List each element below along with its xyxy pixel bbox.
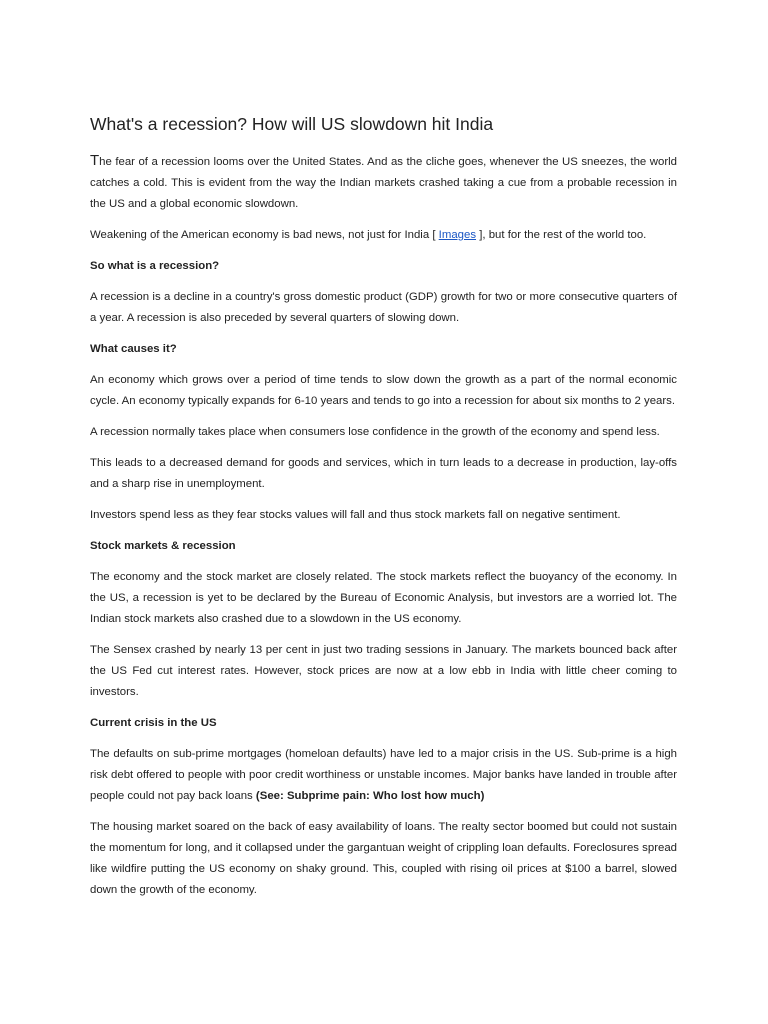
paragraph-causes-4: Investors spend less as they fear stocks values will fall and thus stock markets fall on negative sentiment.: [90, 509, 621, 521]
paragraph-crisis-1: [90, 744, 677, 807]
section-heading-causes: What causes it?: [90, 343, 177, 355]
intro-text: he fear of a recession looms over the United States. And as the cliche goes, whenever the US sneezes, the world catches a cold. This is evident from the way the Indian markets crashed taking a cue from a probable recession in the US and a global economic slowdown.: [90, 156, 677, 210]
paragraph-crisis-2: The housing market soared on the back of easy availability of loans. The realty sector boomed but could not sustain the momentum for long, and it collapsed under the gargantuan weight of crippling loan defaults. Foreclosures spread like wildfire putting the US economy on shaky ground. This, coupled with rising oil prices at $100 a barrel, slowed down the growth of the economy.: [90, 821, 677, 896]
weakening-paragraph: [90, 225, 677, 246]
paragraph-causes-3: This leads to a decreased demand for goods and services, which in turn leads to a decrease in production, lay-offs and a sharp rise in unemployment.: [90, 457, 677, 490]
paragraph-causes-1: An economy which grows over a period of time tends to slow down the growth as a part of the normal economic cycle. An economy typically expands for 6-10 years and tends to go into a recession for about six months to 2 years.: [90, 374, 677, 407]
section-heading-what-is: So what is a recession?: [90, 260, 220, 272]
section-heading-crisis: Current crisis in the US: [90, 717, 217, 729]
intro-paragraph: [90, 150, 677, 215]
paragraph-stock-1: The economy and the stock market are closely related. The stock markets reflect the buoyancy of the economy. In the US, a recession is yet to be declared by the Bureau of Economic Analysis, but investors are a worried lot. The Indian stock markets also crashed due to a slowdown in the US economy.: [90, 571, 677, 625]
paragraph-what-is: A recession is a decline in a country's gross domestic product (GDP) growth for two or more consecutive quarters of a year. A recession is also preceded by several quarters of slowing down.: [90, 291, 677, 324]
weakening-text-before: Weakening of the American economy is bad news, not just for India [: [90, 229, 439, 241]
images-link[interactable]: Images: [438, 229, 477, 241]
paragraph-causes-2: A recession normally takes place when consumers lose confidence in the growth of the economy and spend less.: [90, 426, 660, 438]
drop-cap: T: [90, 152, 100, 169]
paragraph-stock-2: The Sensex crashed by nearly 13 per cent in just two trading sessions in January. The markets bounced back after the US Fed cut interest rates. However, stock prices are now at a low ebb in India with little cheer coming to investors.: [90, 644, 677, 698]
weakening-text-after: ], but for the rest of the world too.: [476, 229, 647, 241]
section-heading-stock: Stock markets & recession: [90, 540, 236, 552]
article-body: [90, 150, 677, 911]
article-title: What's a recession? How will US slowdown hit India: [90, 114, 494, 134]
subprime-reference: (See: Subprime pain: Who lost how much): [255, 790, 485, 802]
crisis-text: The defaults on sub-prime mortgages (homeloan defaults) have led to a major crisis in the US. Sub-prime is a high risk debt offered to people with poor credit worthiness or unstable incomes. Major banks have landed in trouble after people could not pay back loans: [90, 748, 677, 802]
